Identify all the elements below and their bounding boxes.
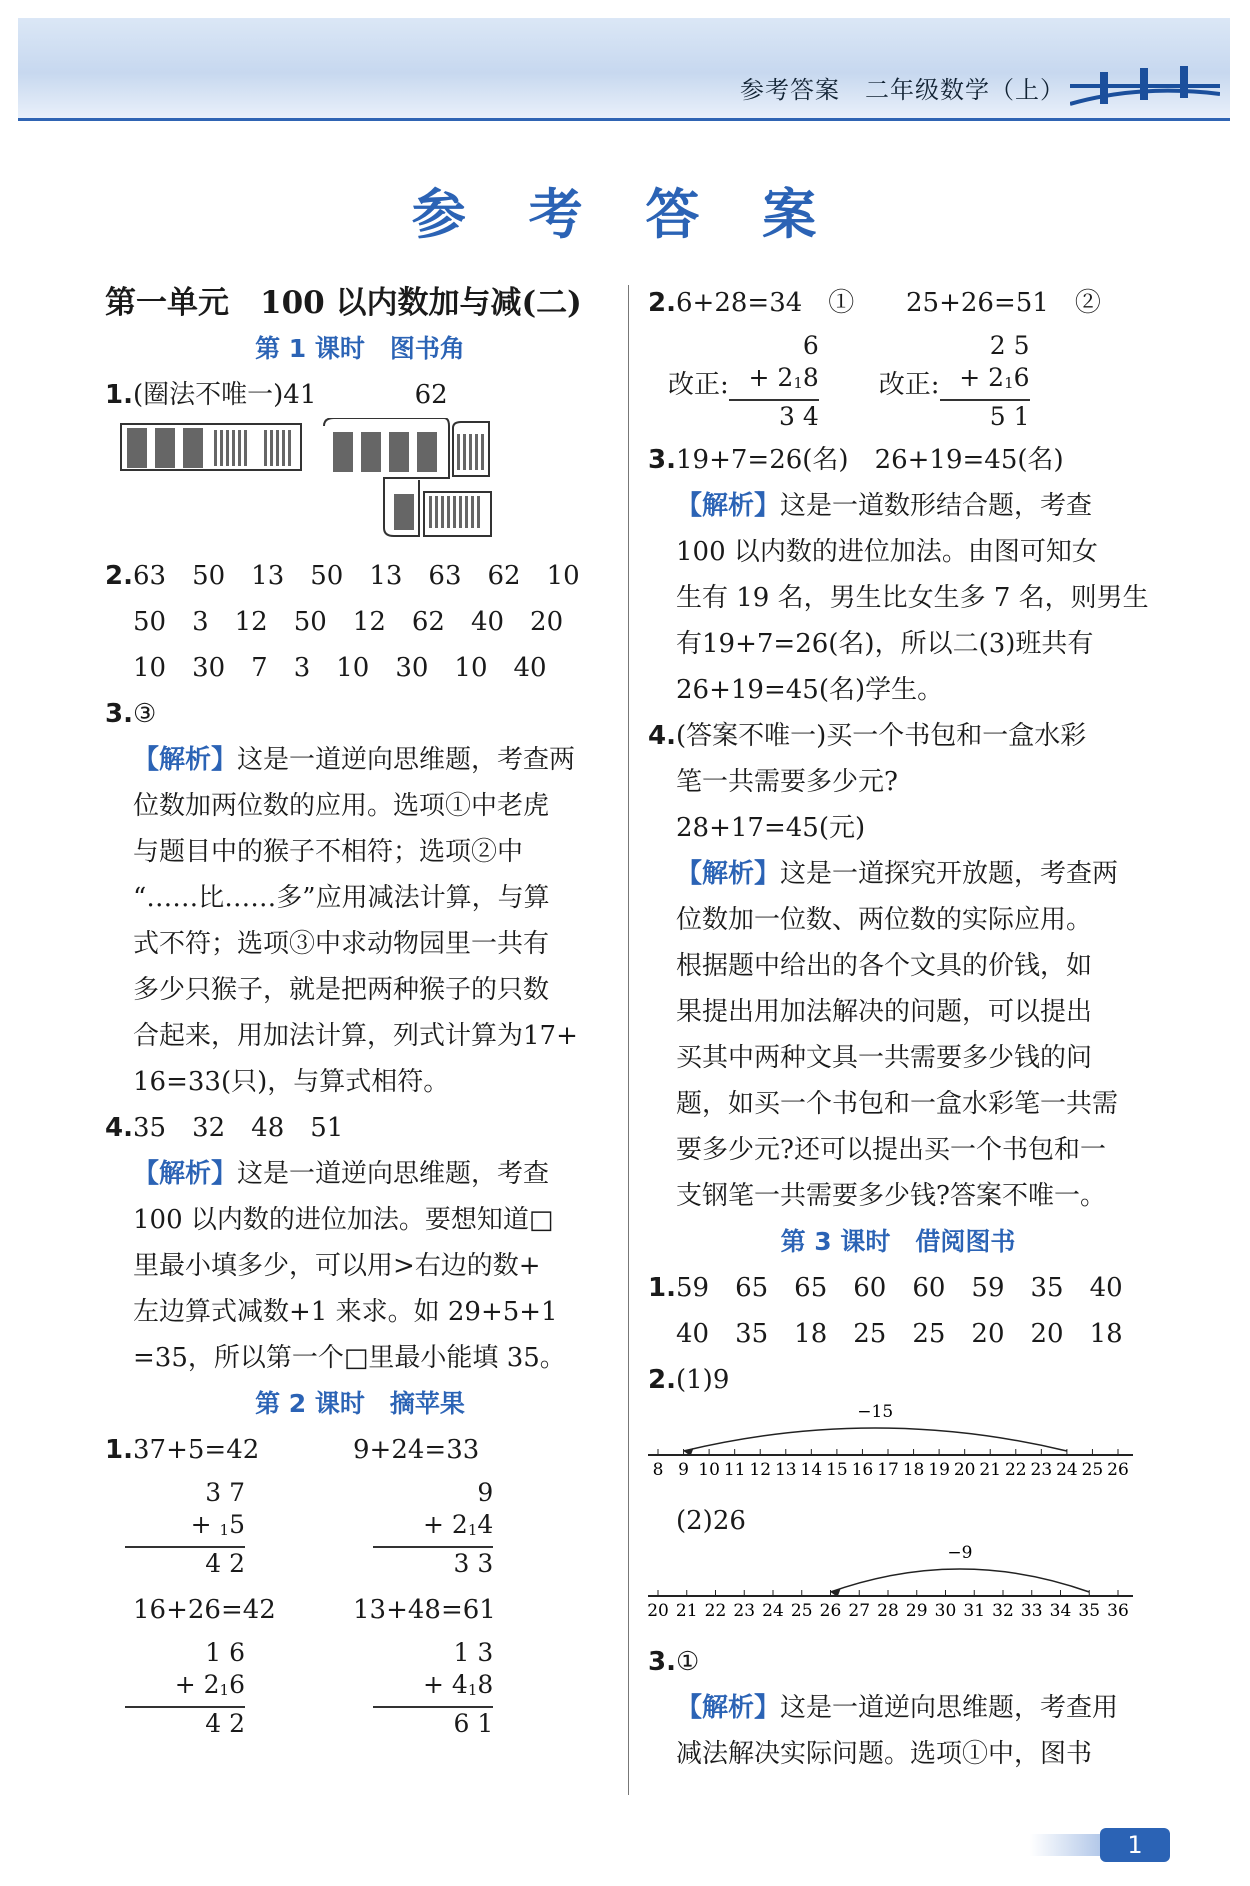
l2-q4-b: 笔一共需要多少元?	[676, 767, 898, 797]
number-line-2-tick-label: 28	[877, 1601, 899, 1621]
number-line-2-tick-label: 27	[848, 1601, 871, 1621]
l2-q1-second: 16+26=42 13+48=61	[133, 1595, 496, 1625]
l2-q2-fix: 改正: 6 + 218 3 4 改正: 2 5 + 216 5 1	[668, 331, 1030, 431]
bundles-figure	[119, 418, 619, 538]
number-line-2-tick-label: 30	[934, 1601, 957, 1621]
number-line-2	[648, 1544, 1138, 1624]
l2-q3: 3.19+7=26(名) 26+19=45(名)	[648, 445, 1064, 475]
l2-q3-analysis: 【解析】这是一道数形结合题，考查 100 以内数的进位加法。由图可知女 生有 19 名，男生比女生多 7 名，则男生 有19+7=26(名)，所以二(3)班共有 26+19=45(名)学生。	[676, 491, 1149, 705]
number-line-2-tick-label: 24	[762, 1601, 784, 1621]
number-line-2-tick-label: 29	[905, 1601, 928, 1621]
left-column	[105, 280, 615, 1747]
l1-q4: 4.35 32 48 51	[105, 1113, 344, 1143]
l1-q2-row3: 10 30 7 3 10 30 10 40	[133, 653, 547, 683]
l1-q3-analysis: 【解析】这是一道逆向思维题，考查两 位数加两位数的应用。选项①中老虎 与题目中的猴子不相符；选项②中 “……比……多”应用减法计算，与算 式不符；选项③中求动物园里一共有 多少只猴子，就是把两种猴子的只数 合起来，用加法计算，列式计算为17+ 16=33(只)，与算式相符。	[133, 745, 578, 1097]
number-line-1-jump-arc	[684, 1428, 1067, 1451]
number-line-1	[648, 1403, 1138, 1483]
l3-q3-analysis: 【解析】这是一道逆向思维题，考查用 减法解决实际问题。选项①中，图书	[676, 1693, 1119, 1769]
lesson-1-title: 第 1 课时 图书角	[255, 334, 465, 363]
l2-q4: 4.(答案不唯一)买一个书包和一盒水彩	[648, 721, 1087, 751]
number-line-1-tick-label: 21	[979, 1460, 1002, 1480]
l1-q2: 2.63 50 13 50 13 63 62 10	[105, 561, 580, 591]
l1-q4-analysis: 【解析】这是一道逆向思维题，考查 100 以内数的进位加法。要想知道□ 里最小填多少，可以用>右边的数+ 左边算式减数+1 来求。如 29+5+1 =35，所以第一个□里最小能填 35。	[133, 1159, 566, 1373]
number-line-1-tick-label: 8	[652, 1460, 664, 1480]
number-line-2-jump-label: −9	[947, 1544, 973, 1563]
number-line-2-tick-label: 36	[1107, 1601, 1129, 1621]
number-line-1-tick-label: 9	[678, 1460, 689, 1480]
l1-q1: 1.(圈法不唯一)41 62	[105, 380, 448, 410]
number-line-1-tick-label: 10	[698, 1460, 720, 1480]
l2-q4-c: 28+17=45(元)	[676, 813, 866, 843]
number-line-2-tick-label: 25	[790, 1601, 813, 1621]
number-line-2-tick-label: 21	[675, 1601, 698, 1621]
column-divider	[628, 285, 629, 1795]
right-column	[648, 280, 1148, 1777]
number-line-1-tick-label: 22	[1004, 1460, 1027, 1480]
number-line-1-tick-label: 15	[826, 1460, 848, 1480]
page-number-bar	[1030, 1834, 1110, 1856]
number-line-1-tick-label: 19	[928, 1460, 950, 1480]
number-line-1-tick-label: 13	[774, 1460, 797, 1480]
number-line-2-tick-label: 34	[1049, 1601, 1072, 1621]
number-line-1-tick-label: 23	[1030, 1460, 1053, 1480]
page-title: 参 考 答 案	[411, 183, 839, 246]
number-line-1-jump-label: −15	[857, 1403, 894, 1422]
l2-q4-analysis: 【解析】这是一道探究开放题，考查两 位数加一位数、两位数的实际应用。 根据题中给出的各个文具的价钱，如 果提出用加法解决的问题，可以提出 买其中两种文具一共需要多少钱的问 题，如买一个书包和一盒水彩笔一共需 要多少元?还可以提出买一个书包和一 支钢笔一共需要多少钱?答案不唯一。	[676, 859, 1119, 1211]
number-line-1-tick-label: 25	[1081, 1460, 1104, 1480]
page-number: 1	[1100, 1828, 1170, 1862]
number-line-2-tick-label: 20	[648, 1601, 669, 1621]
number-line-1-tick-label: 17	[877, 1460, 899, 1480]
number-line-2-tick-label: 32	[992, 1601, 1014, 1621]
number-line-1-tick-label: 26	[1107, 1460, 1129, 1480]
l3-q3: 3.①	[648, 1647, 700, 1677]
l2-q2: 2.6+28=34 ① 25+26=51 ②	[648, 288, 1101, 318]
l2-q1-vertical-2: 1 6 + 216 4 2 1 3 + 418 6 1	[105, 1633, 615, 1747]
number-line-1-tick-label: 14	[800, 1460, 823, 1480]
fence-decoration-icon	[1070, 64, 1220, 114]
l2-q1-vertical-1: 3 7 + 15 4 2 9 + 214 3 3	[105, 1473, 615, 1587]
unit-title: 第一单元 100 以内数加与减(二)	[105, 285, 582, 321]
number-line-2-jump-arc	[831, 1569, 1090, 1592]
page-header	[18, 18, 1230, 121]
l3-q2b: (2)26	[676, 1506, 746, 1536]
number-line-2-tick-label: 31	[963, 1601, 986, 1621]
number-line-2-tick-label: 33	[1020, 1601, 1043, 1621]
l3-q1-row2: 40 35 18 25 25 20 20 18	[676, 1319, 1123, 1349]
number-line-2-tick-label: 35	[1078, 1601, 1101, 1621]
l3-q2a: 2.(1)9	[648, 1365, 730, 1395]
number-line-1-tick-label: 16	[851, 1460, 874, 1480]
number-line-1-tick-label: 12	[749, 1460, 772, 1480]
header-text: 参考答案 二年级数学（上）	[740, 76, 1065, 104]
l1-q2-row2: 50 3 12 50 12 62 40 20	[133, 607, 564, 637]
l2-q1: 1.37+5=42 9+24=33	[105, 1435, 480, 1465]
lesson-2-title: 第 2 课时 摘苹果	[255, 1389, 465, 1418]
lesson-3-title: 第 3 课时 借阅图书	[780, 1227, 1016, 1256]
number-line-1-tick-label: 11	[723, 1460, 746, 1480]
number-line-1-tick-label: 18	[902, 1460, 925, 1480]
number-line-2-tick-label: 22	[704, 1601, 727, 1621]
number-line-1-tick-label: 20	[953, 1460, 976, 1480]
number-line-2-tick-label: 23	[733, 1601, 756, 1621]
l1-q3: 3.③	[105, 699, 157, 729]
number-line-2-tick-label: 26	[819, 1601, 842, 1621]
number-line-1-tick-label: 24	[1056, 1460, 1078, 1480]
l3-q1: 1.59 65 65 60 60 59 35 40	[648, 1273, 1123, 1303]
